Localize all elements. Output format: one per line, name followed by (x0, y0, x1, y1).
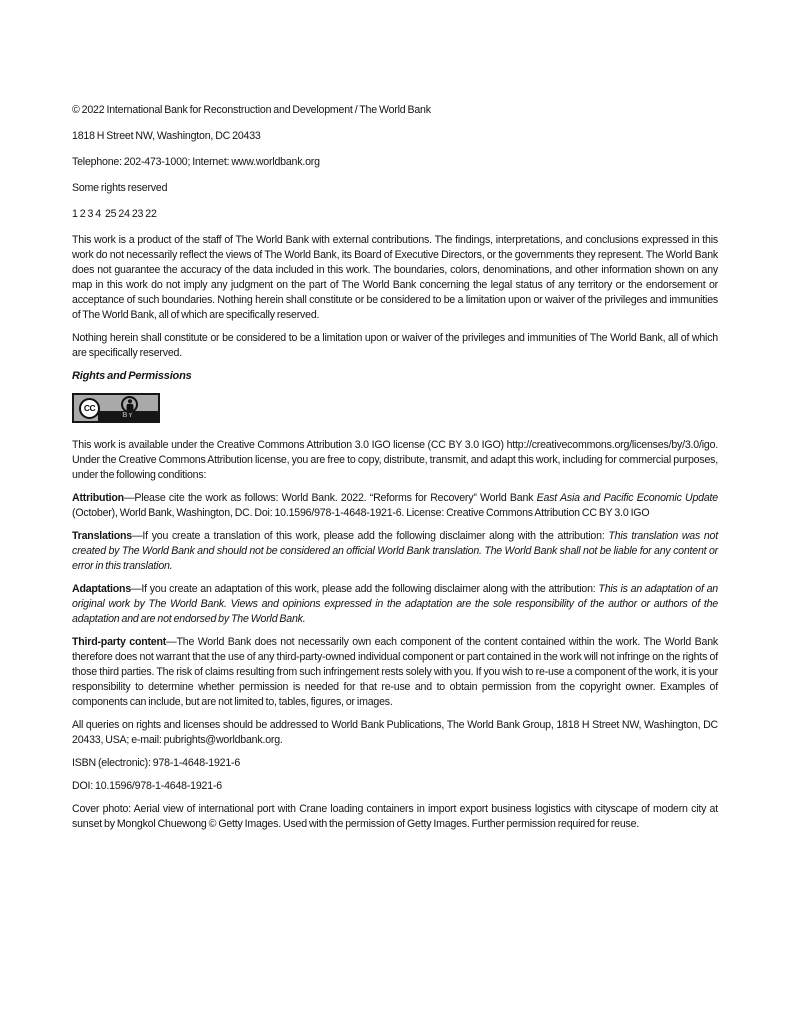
attribution-text-2: (October), World Bank, Washington, DC. Doi: 10.1596/978-1-4648-1921-6. License: Creative Commons Attribution CC BY 3.0 IGO (72, 507, 650, 519)
adaptations-label: Adaptations (72, 583, 132, 595)
adaptations-text: —If you create an adaptation of this work, please add the following disclaimer along with the attribution: (131, 583, 599, 595)
translations-label: Translations (72, 530, 133, 542)
cc-by-license-badge (72, 393, 160, 423)
attribution-publication-title: East Asia and Pacific Economic Update (536, 492, 718, 504)
cover-photo-credit: Cover photo: Aerial view of international port with Crane loading containers in import export business logistics with cityscape of modern city at sunset by Mongkol Chuewong © Getty Images. Used with the permission of Getty Images. Further permission required for reuse. (72, 803, 718, 830)
attribution-text-1: —Please cite the work as follows: World Bank. 2022. “Reforms for Recovery” World Bank (123, 492, 537, 504)
third-party-label: Third-party content (72, 636, 167, 648)
third-party-text: —The World Bank does not necessarily own each component of the content contained within the work. The World Bank therefore does not warrant that the use of any third-party-owned individual component or part contained in the work will not infringe on the rights of those third parties. The risk of claims resulting from such infringement rests solely with you. If you wish to re-use a component of the work, it is your responsibility to determine whether permission is needed for that re-use and to obtain permission from the copyright owner. Examples of components can include, but are not limited to, tables, figures, or images. (72, 636, 719, 708)
printing-numbers-line: 1 2 3 4 25 24 23 22 (72, 208, 157, 220)
doi-line: DOI: 10.1596/978-1-4648-1921-6 (72, 780, 222, 792)
attribution-label: Attribution (72, 492, 124, 504)
contact-line: Telephone: 202-473-1000; Internet: www.worldbank.org (72, 156, 320, 168)
adaptations-disclaimer: This is an adaptation of an original work by The World Bank. Views and opinions expressed in the adaptation are the sole responsibility of the author or authors of the adaptation and are not endorsed by The World Bank. (72, 583, 718, 625)
license-paragraph: This work is available under the Creative Commons Attribution 3.0 IGO license (CC BY 3.0 IGO) http://creativecommons.org/licenses/by/3.0/igo. Under the Creative Commons Attribution license, you are free to copy, distribute, transmit, and adapt this work, including for commercial purposes, under the following conditions: (72, 439, 718, 481)
cc-logo-icon: CC (79, 398, 100, 419)
address-line: 1818 H Street NW, Washington, DC 20433 (72, 130, 261, 142)
queries-paragraph: All queries on rights and licenses should be addressed to World Bank Publications, The World Bank Group, 1818 H Street NW, Washington, DC 20433, USA; e-mail: pubrights@worldbank.org. (72, 719, 718, 746)
rights-permissions-heading: Rights and Permissions (72, 370, 192, 382)
staff-disclaimer-paragraph: This work is a product of the staff of The World Bank with external contributions. The findings, interpretations, and conclusions expressed in this work do not necessarily reflect the views of The World Bank, its Board of Executive Directors, or the governments they represent. The World Bank does not guarantee the accuracy of the data included in this work. The boundaries, colors, denominations, and other information shown on any map in this work do not imply any judgment on the part of The World Bank concerning the legal status of any territory or the endorsement or acceptance of such boundaries. Nothing herein shall constitute or be considered to be a limitation upon or waiver of the privileges and immunities of The World Bank, all of which are specifically reserved. (72, 234, 718, 321)
limitation-paragraph: Nothing herein shall constitute or be considered to be a limitation upon or waiver of the privileges and immunities of The World Bank, all of which are specifically reserved. (72, 332, 718, 359)
by-label: BY (98, 411, 158, 421)
third-party-paragraph (72, 635, 718, 710)
copyright-line: © 2022 International Bank for Reconstruction and Development / The World Bank (72, 104, 431, 116)
adaptations-paragraph (72, 582, 718, 627)
person-icon (121, 396, 138, 413)
attribution-paragraph (72, 491, 718, 521)
rights-reserved-line: Some rights reserved (72, 182, 168, 194)
translations-disclaimer: This translation was not created by The World Bank and should not be considered an official World Bank translation. The World Bank shall not be liable for any content or error in this translation. (72, 530, 718, 572)
translations-paragraph (72, 529, 718, 574)
isbn-line: ISBN (electronic): 978-1-4648-1921-6 (72, 757, 241, 769)
translations-text: —If you create a translation of this work, please add the following disclaimer along with the attribution: (132, 530, 609, 542)
